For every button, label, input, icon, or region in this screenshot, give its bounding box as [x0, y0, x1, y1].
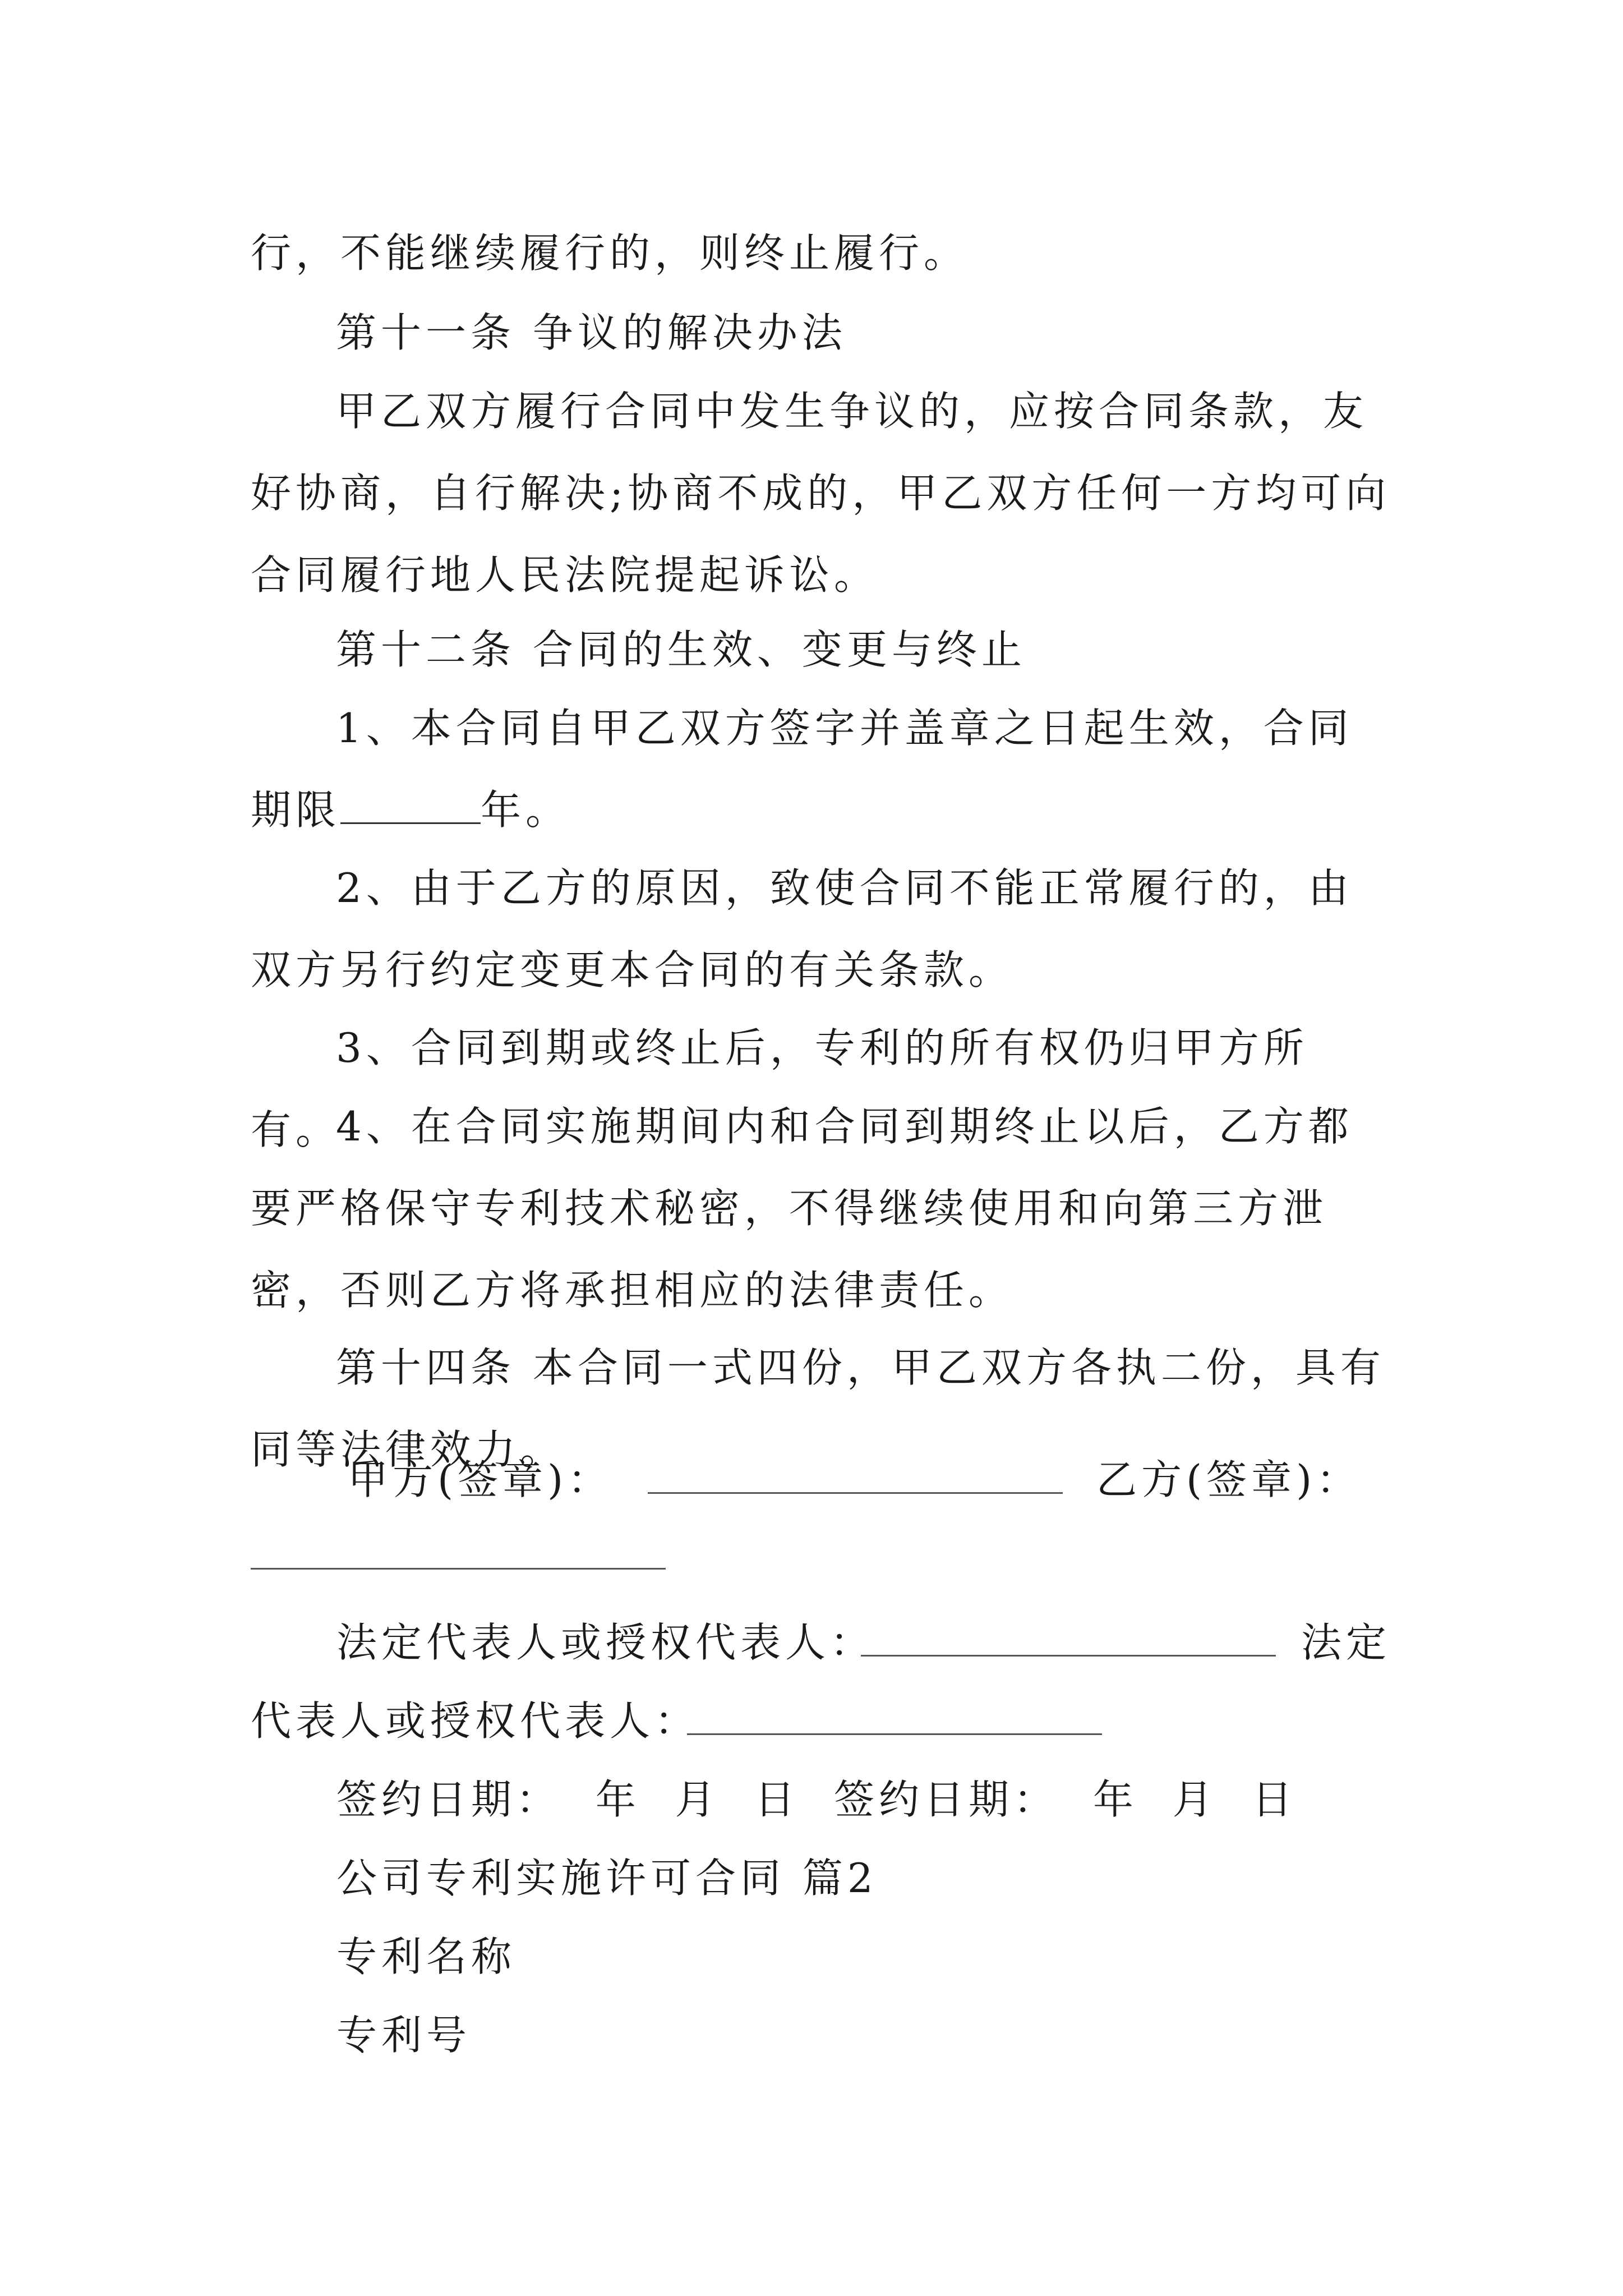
- article-11-title: 第十一条 争议的解决办法: [336, 309, 847, 356]
- party-b-sign-label: 乙方(签章)：: [1096, 1456, 1362, 1503]
- rep-b-label-end: 代表人或授权代表人：: [251, 1697, 700, 1745]
- article-14: 第十四条 本合同一式四份，甲乙双方各执二份，具有同等法律效力。: [251, 1344, 1385, 1473]
- rep-a-blank: [861, 1655, 1276, 1657]
- clause-1: [251, 687, 1395, 851]
- article-12-title: 第十二条 合同的生效、变更与终止: [336, 626, 1026, 673]
- section-2-title: 公司专利实施许可合同 篇2: [336, 1855, 878, 1902]
- clause-1-suffix: 年。: [481, 786, 571, 834]
- rep-b-blank: [687, 1733, 1102, 1735]
- clause-4: 4、在合同实施期间内和合同到期终止以后，乙方都要严格保守专利技术秘密，不得继续使用和向第三方泄密，否则乙方将承担相应的法律责任。: [251, 1103, 1353, 1314]
- party-a-sign-label: 甲方(签章)：: [348, 1456, 613, 1503]
- patent-number-label: 专利号: [336, 2012, 472, 2059]
- patent-name-label: 专利名称: [336, 1933, 517, 1980]
- clause-1-text: 1、本合同自甲乙双方签字并盖章之日起生效，合同期限: [251, 705, 1353, 834]
- party-a-sign-blank: [648, 1492, 1063, 1494]
- term-years-blank: [340, 789, 481, 824]
- rep-a-label: 法定代表人或授权代表人：: [336, 1619, 875, 1666]
- article-11-body: 甲乙双方履行合同中发生争议的，应按合同条款，友好协商，自行解决;协商不成的，甲乙双方任何一方均可向合同履行地人民法院提起诉讼。: [251, 388, 1391, 599]
- clause-2: 2、由于乙方的原因，致使合同不能正常履行的，由双方另行约定变更本合同的有关条款。: [251, 864, 1353, 993]
- rep-b-label-start: 法定: [1301, 1619, 1391, 1666]
- sign-date-line: 签约日期： 年 月 日 签约日期： 年 月 日: [336, 1776, 1297, 1823]
- clause-3: 3、合同到期或终止后，专利的所有权仍归甲方所有。: [251, 1024, 1308, 1153]
- paragraph-continuation: 行，不能继续履行的，则终止履行。: [251, 229, 969, 277]
- party-b-sign-blank: [251, 1568, 666, 1570]
